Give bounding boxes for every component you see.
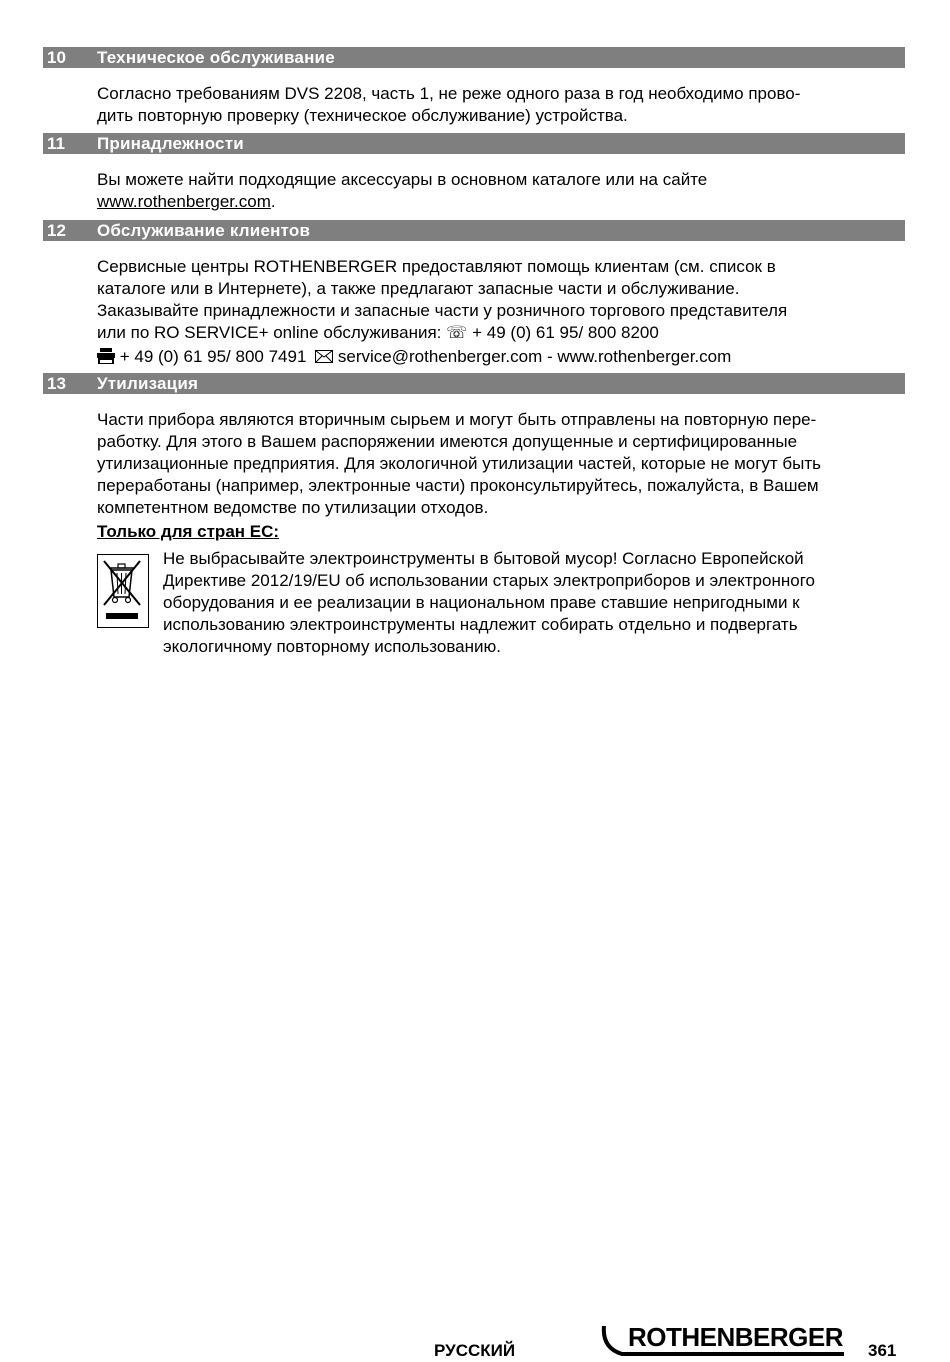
body-line: Согласно требованиям DVS 2208, часть 1, не реже одного раза в год необходимо прово- (97, 84, 801, 103)
section-number: 12 (47, 221, 66, 240)
body-line: переработаны (например, электронные части) проконсультируйтесь, пожалуйста, в Вашем (97, 476, 819, 495)
body-line: дить повторную проверку (техническое обслуживание) устройства. (97, 106, 628, 125)
section-title: Техническое обслуживание (97, 48, 335, 67)
phone-line (97, 322, 907, 344)
eu-disposal-text (163, 548, 903, 658)
section-number: 11 (47, 134, 65, 153)
body-line: Вы можете найти подходящие аксессуары в основном каталоге или на сайте (97, 170, 708, 189)
section-11-body (97, 169, 907, 213)
section-header-10 (43, 47, 905, 68)
footer-language: РУССКИЙ (434, 1341, 516, 1360)
body-line: работку. Для этого в Вашем распоряжении имеются допущенные и сертифицированные (97, 432, 798, 451)
body-line: утилизационные предприятия. Для экологичной утилизации частей, которые не могут быть (97, 454, 822, 473)
section-header-13 (43, 373, 905, 394)
section-title: Принадлежности (97, 134, 244, 153)
body-line: Директиве 2012/19/EU об использовании старых электроприборов и электронного (163, 571, 815, 590)
section-header-12 (43, 220, 905, 241)
separator: - (546, 347, 553, 366)
fax-icon (97, 348, 115, 364)
website-link[interactable]: www.rothenberger.com (97, 192, 271, 211)
body-line: Части прибора являются вторичным сырьем и могут быть отправлены на повторную пере- (97, 410, 817, 429)
body-line: использованию электроинструменты надлежит собирать отдельно и подвергать (163, 615, 798, 634)
body-line: экологичному повторному использованию. (163, 637, 501, 656)
page-number: 361 (868, 1341, 897, 1360)
phone-number: + 49 (0) 61 95/ 800 8200 (472, 323, 659, 342)
section-13-body (97, 409, 907, 519)
phone-prefix: или по RO SERVICE+ online обслуживания: (97, 323, 442, 342)
link-suffix: . (270, 192, 276, 211)
body-line: компетентном ведомстве по утилизации отходов. (97, 498, 489, 517)
weee-symbol (97, 554, 149, 628)
contact-line (97, 346, 907, 368)
fax-number: + 49 (0) 61 95/ 800 7491 (119, 347, 307, 366)
section-12-body (97, 256, 907, 368)
eu-heading: Только для стран ЕС: (97, 522, 280, 541)
body-line: каталоге или в Интернете), а также предлагают запасные части и обслуживание. (97, 279, 740, 298)
website-link[interactable]: www.rothenberger.com (557, 347, 732, 366)
section-number: 13 (47, 374, 66, 393)
section-10-body (97, 83, 907, 127)
section-header-11 (43, 133, 905, 154)
section-title: Утилизация (97, 374, 199, 393)
phone-icon: ☏ (446, 323, 468, 342)
section-title: Обслуживание клиентов (97, 221, 311, 240)
section-number: 10 (47, 48, 66, 67)
body-line: Заказывайте принадлежности и запасные части у розничного торгового представителя (97, 301, 788, 320)
envelope-icon (315, 350, 333, 363)
email-link[interactable]: service@rothenberger.com (337, 347, 543, 366)
body-line: оборудования и ее реализации в национальном праве ставшие непригодными к (163, 593, 800, 612)
body-line: Не выбрасывайте электроинструменты в бытовой мусор! Согласно Европейской (163, 549, 804, 568)
body-line: Сервисные центры ROTHENBERGER предоставляют помощь клиентам (см. список в (97, 257, 776, 276)
crossed-out-bin-icon (98, 555, 147, 626)
brand-logo: ROTHENBERGER (628, 1322, 844, 1352)
